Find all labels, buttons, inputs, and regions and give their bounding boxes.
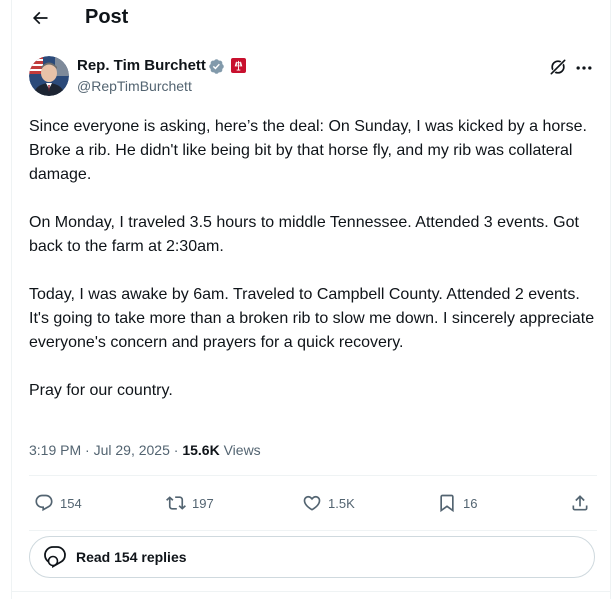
read-replies-button[interactable] [29, 536, 595, 578]
tweet-paragraph: Today, I was awake by 6am. Traveled to Campbell County. Attended 2 events. [29, 286, 580, 303]
bookmark-icon [437, 493, 457, 513]
column-border-right [610, 0, 611, 599]
bottom-border [11, 591, 611, 592]
tweet-paragraph: Since everyone is asking, here’s the deal: On Sunday, I was kicked by a horse. Broke a rib. He didn't like being bit by that horse fly, and my rib was collateral damage. [29, 118, 587, 183]
tweet-paragraph: On Monday, I traveled 3.5 hours to middle Tennessee. Attended 3 events. Got back to the farm at 2:30am. [29, 214, 579, 255]
tweet-meta [29, 442, 261, 458]
back-button[interactable] [26, 4, 54, 32]
affiliation-badge-icon[interactable] [231, 58, 246, 73]
arrow-left-icon [30, 8, 50, 28]
author-display-name[interactable]: Rep. Tim Burchett [77, 57, 206, 74]
page-header [0, 0, 614, 40]
tweet-paragraph: Pray for our country. [29, 382, 173, 399]
repost-button[interactable] [166, 492, 214, 514]
reply-count: 154 [60, 495, 82, 511]
repost-count: 197 [192, 495, 214, 511]
avatar[interactable] [29, 56, 69, 96]
tweet-text [29, 115, 599, 403]
views-count: 15.6K [182, 442, 220, 458]
author-handle[interactable]: @RepTimBurchett [77, 78, 192, 94]
repost-icon [166, 493, 186, 513]
like-button[interactable] [302, 492, 355, 514]
meta-separator: · [173, 442, 183, 458]
replies-bubble-icon [42, 544, 68, 570]
read-replies-label: Read 154 replies [76, 549, 187, 565]
grok-icon[interactable] [548, 57, 568, 77]
more-horizontal-icon[interactable] [574, 58, 594, 78]
reply-icon [34, 493, 54, 513]
share-button[interactable] [570, 492, 590, 514]
tweet-time[interactable]: 3:19 PM [29, 442, 82, 458]
bookmark-button[interactable] [437, 492, 477, 514]
tweet-paragraph: It's going to take more than a broken rib to slow me down. I sincerely appreciate everyone's concern and prayers for a quick recovery. [29, 310, 595, 351]
tweet-date[interactable]: Jul 29, 2025 [93, 442, 170, 458]
reply-button[interactable] [34, 492, 82, 514]
meta-separator: · [85, 442, 94, 458]
like-count: 1.5K [328, 495, 355, 511]
avatar-image [29, 56, 69, 96]
bookmark-count: 16 [463, 495, 478, 511]
share-icon [570, 493, 590, 513]
divider [29, 530, 597, 531]
verified-badge-icon [208, 58, 225, 75]
views-label: Views [223, 442, 261, 458]
column-border-left [11, 0, 12, 599]
page-title: Post [85, 6, 129, 28]
heart-icon [302, 493, 322, 513]
divider [29, 475, 597, 476]
